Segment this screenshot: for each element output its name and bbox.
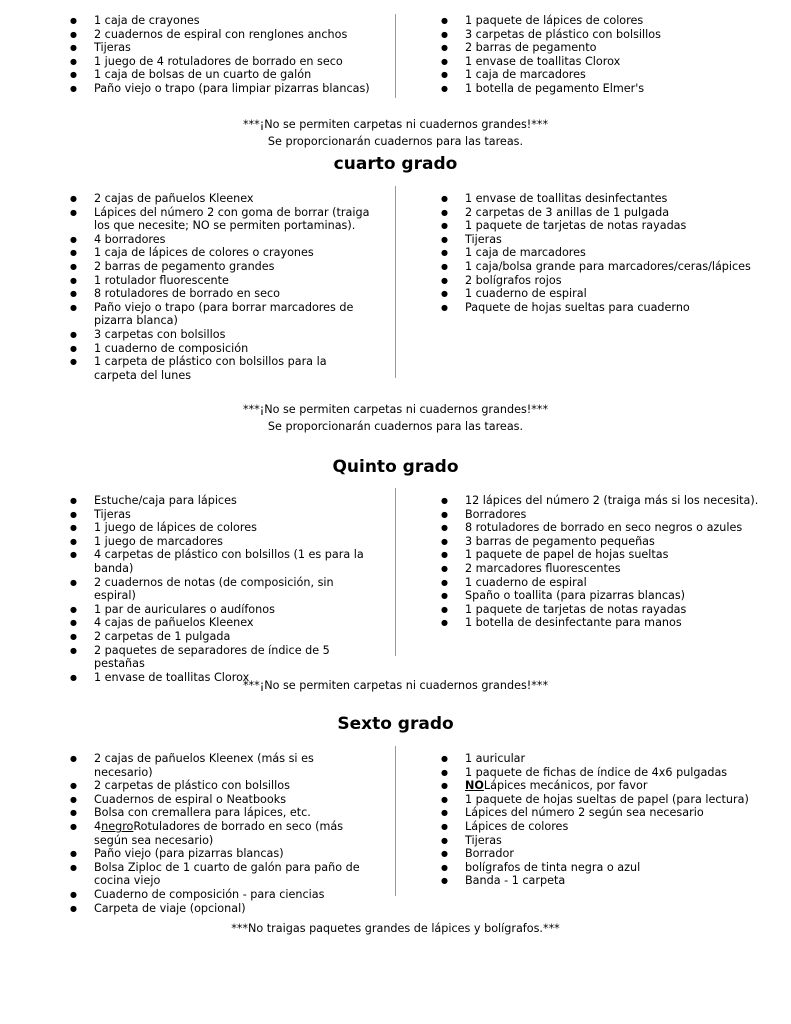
supply-list-left [70, 14, 370, 96]
list-item: ● 4 carpetas de plástico con bolsillos (1 es para la banda) [70, 548, 370, 575]
list-item: ● Lápices del número 2 según sea necesario [441, 806, 771, 820]
underlined-word: NO [465, 779, 484, 793]
note-text: ***¡No se permiten carpetas ni cuadernos grandes!*** [242, 679, 549, 692]
list-item: ● Borradores [441, 508, 771, 522]
list-item: ● 2 bolígrafos rojos [441, 274, 771, 288]
list-item: ● 2 carpetas de plástico con bolsillos [70, 779, 370, 793]
list-item: ● 12 lápices del número 2 (traiga más si los necesita). [441, 494, 771, 508]
section-heading: Sexto grado [337, 714, 454, 734]
list-item: ● Estuche/caja para lápices [70, 494, 370, 508]
list-item: ● Tijeras [70, 508, 370, 522]
note-text: ***No traigas paquetes grandes de lápices y bolígrafos.*** [231, 922, 560, 935]
list-item: ● 1 caja de lápices de colores o crayones [70, 246, 370, 260]
note-text: Se proporcionarán cuadernos para las tareas. [267, 135, 524, 148]
note-text: ***¡No se permiten carpetas ni cuadernos grandes!*** [242, 118, 549, 131]
list-item: ● Spaño o toallita (para pizarras blancas) [441, 589, 771, 603]
supply-list-left [70, 752, 370, 915]
list-item: ● 1 caja/bolsa grande para marcadores/ceras/lápices [441, 260, 771, 274]
list-item: ● 1 paquete de lápices de colores [441, 14, 771, 28]
list-item: ● 2 cuadernos de notas (de composición, sin espiral) [70, 576, 370, 603]
list-item: ● 4 cajas de pañuelos Kleenex [70, 616, 370, 630]
list-item: ● 1 envase de toallitas Clorox [70, 671, 370, 685]
list-item: ● 2 barras de pegamento grandes [70, 260, 370, 274]
list-item: ● Lápices de colores [441, 820, 771, 834]
list-item: ● 1 carpeta de plástico con bolsillos para la carpeta del lunes [70, 355, 370, 382]
supply-list-left [70, 494, 370, 684]
column-divider [395, 746, 396, 896]
list-item: ● 2 cuadernos de espiral con renglones anchos [70, 28, 370, 42]
list-item: ● Tijeras [441, 834, 771, 848]
list-item: ● 1 juego de marcadores [70, 535, 370, 549]
column-divider [395, 488, 396, 656]
list-item: ● Paño viejo o trapo (para borrar marcadores de pizarra blanca) [70, 301, 370, 328]
list-item: ● 1 caja de crayones [70, 14, 370, 28]
list-item: ● Tijeras [70, 41, 370, 55]
list-item: ● Banda - 1 carpeta [441, 874, 771, 888]
list-item: ● 1 paquete de hojas sueltas de papel (para lectura) [441, 793, 771, 807]
list-item: ● 2 paquetes de separadores de índice de 5 pestañas [70, 644, 370, 671]
list-item: ● bolígrafos de tinta negra o azul [441, 861, 771, 875]
list-item: ● 1 paquete de tarjetas de notas rayadas [441, 219, 771, 233]
list-item: ● 2 carpetas de 3 anillas de 1 pulgada [441, 206, 771, 220]
supply-list-right [441, 494, 771, 630]
list-item [70, 820, 370, 847]
list-item: ● 1 cuaderno de espiral [441, 287, 771, 301]
list-item: ● 2 cajas de pañuelos Kleenex [70, 192, 370, 206]
list-item: ● 1 rotulador fluorescente [70, 274, 370, 288]
list-item: ● 1 cuaderno de composición [70, 342, 370, 356]
supply-list-right [441, 192, 771, 314]
list-item: ● Bolsa Ziploc de 1 cuarto de galón para paño de cocina viejo [70, 861, 370, 888]
list-item: ● Bolsa con cremallera para lápices, etc. [70, 806, 370, 820]
note-text: ***¡No se permiten carpetas ni cuadernos grandes!*** [242, 403, 549, 416]
supply-list-right [441, 752, 771, 888]
list-item: ● Cuadernos de espiral o Neatbooks [70, 793, 370, 807]
list-item: ● Borrador [441, 847, 771, 861]
note-text: Se proporcionarán cuadernos para las tareas. [267, 420, 524, 433]
list-item: ● 1 paquete de papel de hojas sueltas [441, 548, 771, 562]
list-item: ● 4 borradores [70, 233, 370, 247]
list-item: ● 1 paquete de tarjetas de notas rayadas [441, 603, 771, 617]
column-divider [395, 186, 396, 378]
item-text: Lápices mecánicos, por favor [483, 779, 648, 793]
list-item: ● 3 barras de pegamento pequeñas [441, 535, 771, 549]
item-prefix: 4 [94, 819, 102, 833]
item-text: Rotuladores de borrado en seco (más según sea necesario) [94, 819, 344, 847]
list-item: ● 1 botella de desinfectante para manos [441, 616, 771, 630]
list-item: ● 1 envase de toallitas desinfectantes [441, 192, 771, 206]
list-item: ● 8 rotuladores de borrado en seco [70, 287, 370, 301]
list-item: ● 1 par de auriculares o audífonos [70, 603, 370, 617]
list-item: ● 1 caja de marcadores [441, 68, 771, 82]
list-item: ● 3 carpetas de plástico con bolsillos [441, 28, 771, 42]
list-item: ● Paño viejo (para pizarras blancas) [70, 847, 370, 861]
list-item: ● 2 cajas de pañuelos Kleenex (más si es necesario) [70, 752, 370, 779]
supply-list-left [70, 192, 370, 382]
list-item: ● 1 paquete de fichas de índice de 4x6 pulgadas [441, 766, 771, 780]
list-item: ● 2 barras de pegamento [441, 41, 771, 55]
column-divider [395, 14, 396, 98]
list-item: ● Tijeras [441, 233, 771, 247]
list-item: ● Cuaderno de composición - para ciencias [70, 888, 370, 902]
section-heading: Quinto grado [332, 457, 459, 477]
supply-list-right [441, 14, 771, 96]
list-item: ● 1 botella de pegamento Elmer's [441, 82, 771, 96]
list-item: ● Carpeta de viaje (opcional) [70, 902, 370, 916]
list-item: ● 1 caja de marcadores [441, 246, 771, 260]
list-item: ● 2 marcadores fluorescentes [441, 562, 771, 576]
underlined-word: negro [101, 819, 134, 833]
list-item: ● Lápices del número 2 con goma de borrar (traiga los que necesite; NO se permiten portaminas). [70, 206, 370, 233]
list-item: ● 1 cuaderno de espiral [441, 576, 771, 590]
list-item [441, 779, 771, 793]
list-item: ● Paquete de hojas sueltas para cuaderno [441, 301, 771, 315]
list-item: ● Paño viejo o trapo (para limpiar pizarras blancas) [70, 82, 370, 96]
list-item: ● 1 juego de lápices de colores [70, 521, 370, 535]
list-item: ● 8 rotuladores de borrado en seco negros o azules [441, 521, 771, 535]
list-item: ● 1 juego de 4 rotuladores de borrado en seco [70, 55, 370, 69]
list-item: ● 3 carpetas con bolsillos [70, 328, 370, 342]
list-item: ● 1 caja de bolsas de un cuarto de galón [70, 68, 370, 82]
section-heading: cuarto grado [333, 154, 458, 174]
list-item: ● 2 carpetas de 1 pulgada [70, 630, 370, 644]
list-item: ● 1 envase de toallitas Clorox [441, 55, 771, 69]
list-item: ● 1 auricular [441, 752, 771, 766]
